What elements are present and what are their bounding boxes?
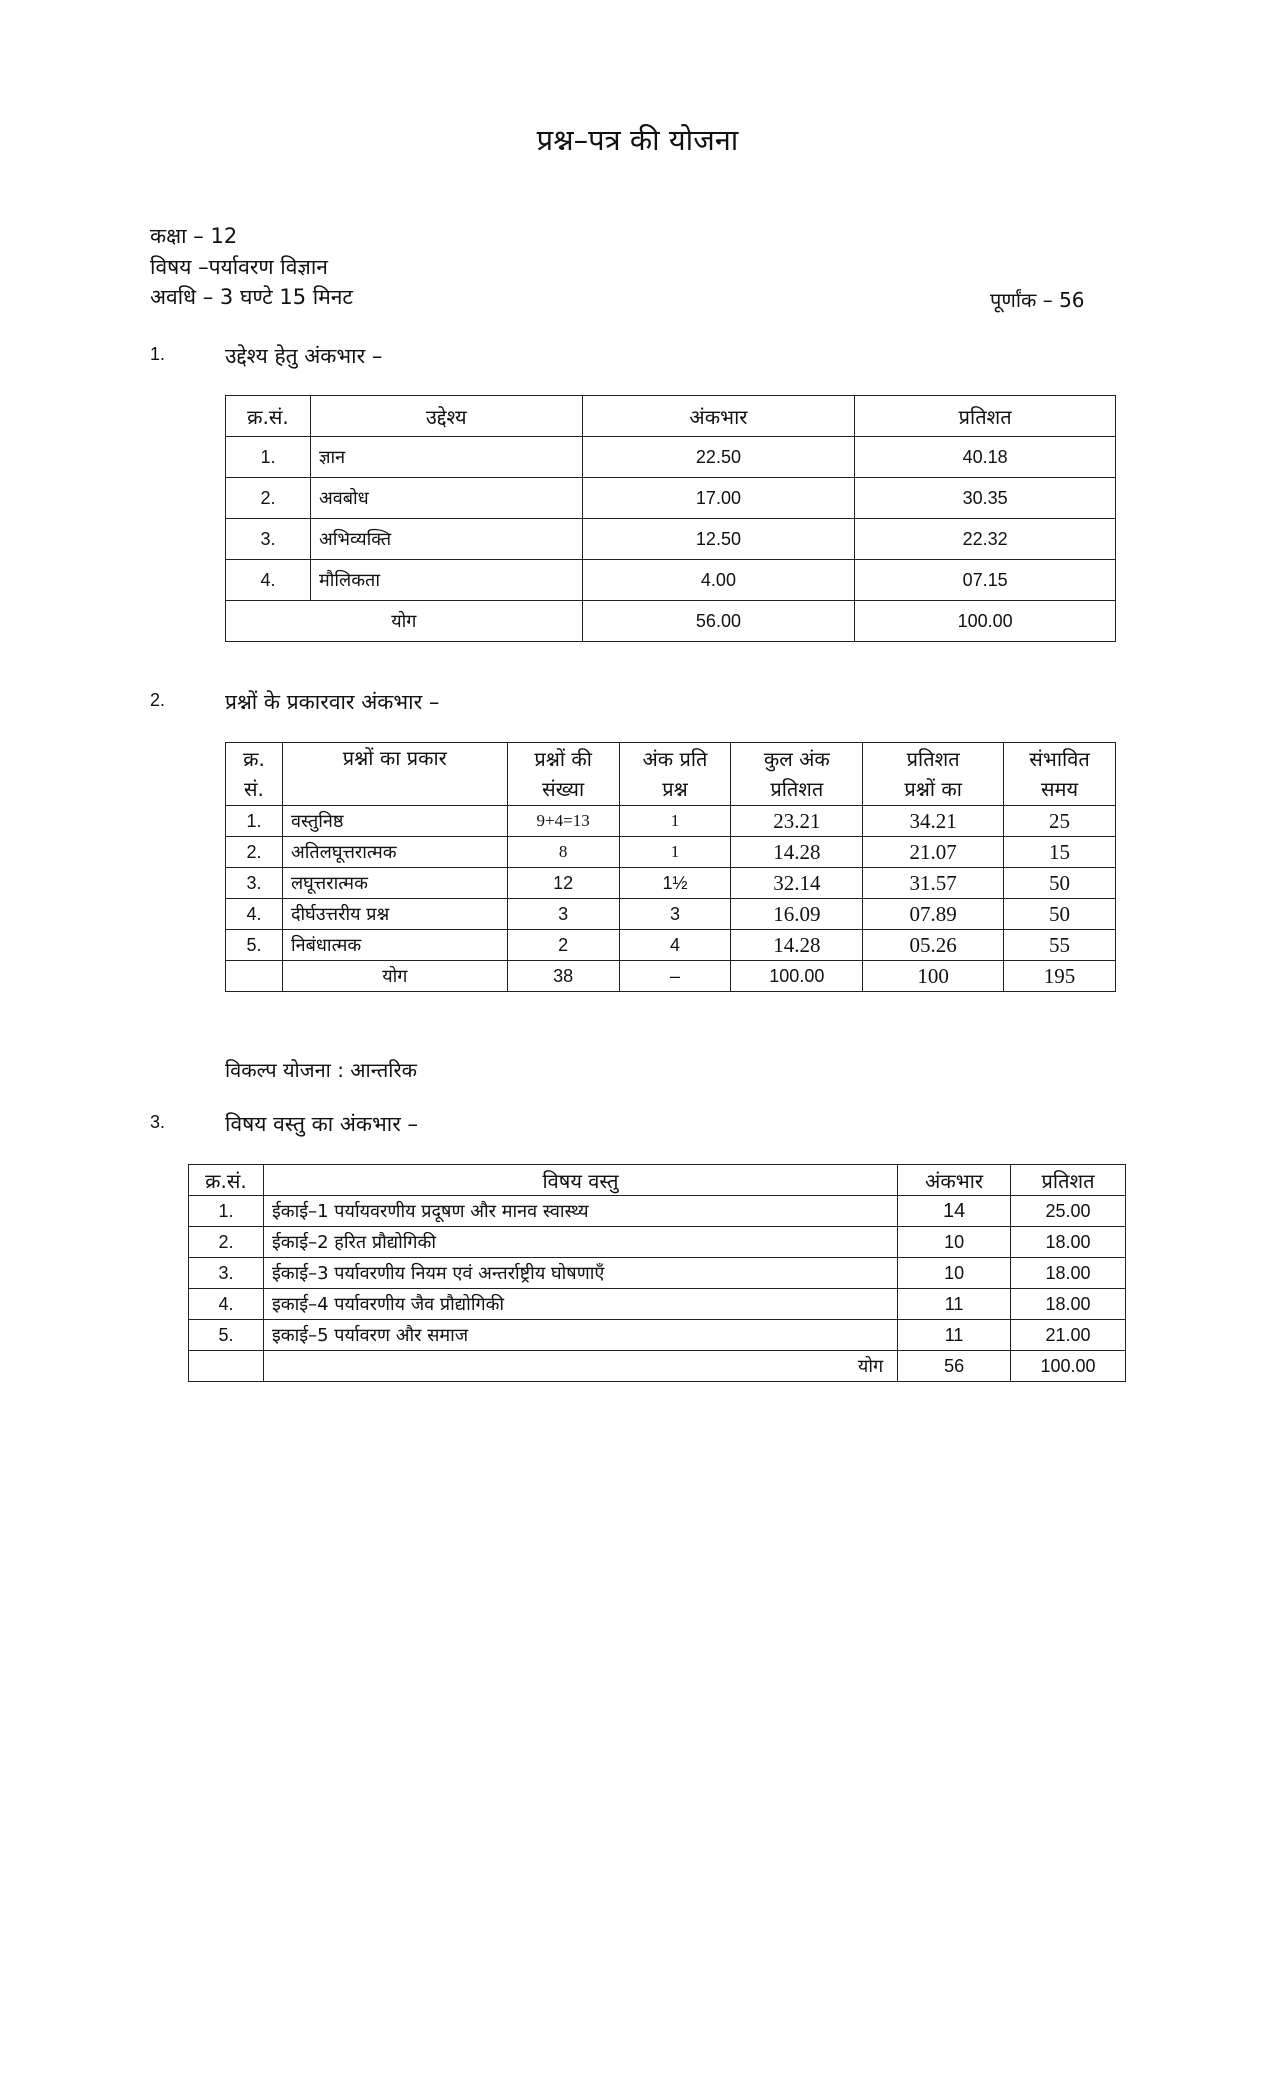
- table-row: [226, 806, 1116, 837]
- marks-per-question-cell: 1: [619, 837, 731, 868]
- question-type-cell: लघूत्तरात्मक: [282, 868, 507, 899]
- table-row: [189, 1227, 1126, 1258]
- total-percent: 100.00: [855, 601, 1116, 642]
- count-cell: 8: [507, 837, 619, 868]
- percent-cell: 18.00: [1011, 1258, 1126, 1289]
- table-total-row: [226, 961, 1116, 992]
- serial-cell: 4.: [226, 560, 311, 601]
- objective-cell: अवबोध: [310, 478, 582, 519]
- question-percent-cell: 34.21: [863, 806, 1004, 837]
- marks-per-question-cell: 1½: [619, 868, 731, 899]
- table-row: [226, 519, 1116, 560]
- section-number: 3.: [150, 1112, 166, 1132]
- total-marks: 56: [898, 1351, 1011, 1382]
- question-percent-cell: 07.89: [863, 899, 1004, 930]
- question-type-weightage-table: [225, 742, 1116, 992]
- column-header: प्रतिशत: [1011, 1165, 1126, 1196]
- column-header: प्रतिशत: [855, 396, 1116, 437]
- marks-cell: 11: [898, 1320, 1011, 1351]
- column-header: अंक प्रति प्रश्न: [619, 743, 731, 806]
- objective-weightage-table: [225, 395, 1116, 642]
- column-header: संभावित समय: [1004, 743, 1116, 806]
- column-header: प्रश्नों की संख्या: [507, 743, 619, 806]
- total-label: योग: [263, 1351, 897, 1382]
- full-marks-label: पूर्णांक – 56: [990, 288, 1085, 312]
- serial-cell: 2.: [226, 478, 311, 519]
- table-total-row: [226, 601, 1116, 642]
- objective-cell: अभिव्यक्ति: [310, 519, 582, 560]
- table-header-row: [189, 1165, 1126, 1196]
- section-title: विषय वस्तु का अंकभार –: [225, 1112, 418, 1136]
- time-cell: 50: [1004, 899, 1116, 930]
- question-type-cell: निबंधात्मक: [282, 930, 507, 961]
- option-scheme: विकल्प योजना : आन्तरिक: [225, 1058, 418, 1082]
- empty-cell: [226, 961, 283, 992]
- column-header: क्र.सं.: [226, 396, 311, 437]
- class-label: कक्षा – 12: [150, 224, 238, 248]
- page-title: प्रश्न–पत्र की योजना: [536, 123, 739, 157]
- question-type-cell: वस्तुनिष्ठ: [282, 806, 507, 837]
- serial-cell: 3.: [189, 1258, 264, 1289]
- serial-cell: 5.: [189, 1320, 264, 1351]
- table-header-row: [226, 743, 1116, 806]
- table-row: [226, 478, 1116, 519]
- serial-cell: 1.: [226, 806, 283, 837]
- marks-cell: 4.00: [582, 560, 855, 601]
- section-number: 2.: [150, 690, 166, 710]
- unit-cell: ईकाई–1 पर्यायवरणीय प्रदूषण और मानव स्वास्थ्य: [263, 1196, 897, 1227]
- table-row: [226, 930, 1116, 961]
- marks-cell: 11: [898, 1289, 1011, 1320]
- marks-cell: 22.50: [582, 437, 855, 478]
- column-header: अंकभार: [898, 1165, 1011, 1196]
- serial-cell: 4.: [226, 899, 283, 930]
- serial-cell: 3.: [226, 868, 283, 899]
- marks-cell: 12.50: [582, 519, 855, 560]
- section-title: उद्देश्य हेतु अंकभार –: [225, 344, 383, 368]
- percent-cell: 18.00: [1011, 1289, 1126, 1320]
- time-cell: 50: [1004, 868, 1116, 899]
- table-row: [226, 837, 1116, 868]
- total-marks-per-question: –: [619, 961, 731, 992]
- percent-cell: 07.15: [855, 560, 1116, 601]
- percent-cell: 18.00: [1011, 1227, 1126, 1258]
- subject-label: विषय –पर्यावरण विज्ञान: [150, 255, 328, 279]
- marks-per-question-cell: 4: [619, 930, 731, 961]
- table-row: [189, 1320, 1126, 1351]
- total-label: योग: [226, 601, 583, 642]
- table-row: [226, 560, 1116, 601]
- column-header: क्र.सं.: [189, 1165, 264, 1196]
- serial-cell: 4.: [189, 1289, 264, 1320]
- percent-cell: 21.00: [1011, 1320, 1126, 1351]
- serial-cell: 2.: [226, 837, 283, 868]
- column-header: प्रतिशत प्रश्नों का: [863, 743, 1004, 806]
- unit-cell: इकाई–5 पर्यावरण और समाज: [263, 1320, 897, 1351]
- column-header: कुल अंक प्रतिशत: [731, 743, 863, 806]
- total-marks-percent-cell: 32.14: [731, 868, 863, 899]
- total-label: योग: [282, 961, 507, 992]
- total-marks-percent-cell: 14.28: [731, 930, 863, 961]
- column-header: प्रश्नों का प्रकार: [282, 743, 507, 806]
- section-title: प्रश्नों के प्रकारवार अंकभार –: [225, 690, 440, 714]
- objective-cell: ज्ञान: [310, 437, 582, 478]
- total-count: 38: [507, 961, 619, 992]
- total-time: 195: [1004, 961, 1116, 992]
- marks-cell: 10: [898, 1258, 1011, 1289]
- serial-cell: 2.: [189, 1227, 264, 1258]
- table-row: [226, 868, 1116, 899]
- percent-cell: 40.18: [855, 437, 1116, 478]
- column-header: विषय वस्तु: [263, 1165, 897, 1196]
- count-cell: 2: [507, 930, 619, 961]
- question-type-cell: दीर्घउत्तरीय प्रश्न: [282, 899, 507, 930]
- table-row: [189, 1258, 1126, 1289]
- percent-cell: 25.00: [1011, 1196, 1126, 1227]
- time-cell: 25: [1004, 806, 1116, 837]
- count-cell: 9+4=13: [507, 806, 619, 837]
- question-percent-cell: 31.57: [863, 868, 1004, 899]
- marks-per-question-cell: 3: [619, 899, 731, 930]
- serial-cell: 1.: [226, 437, 311, 478]
- marks-cell: 17.00: [582, 478, 855, 519]
- column-header: अंकभार: [582, 396, 855, 437]
- duration-label: अवधि – 3 घण्टे 15 मिनट: [150, 285, 354, 309]
- total-marks-percent-cell: 16.09: [731, 899, 863, 930]
- total-marks-percent-cell: 14.28: [731, 837, 863, 868]
- marks-per-question-cell: 1: [619, 806, 731, 837]
- unit-cell: ईकाई–3 पर्यावरणीय नियम एवं अन्तर्राष्ट्रीय घोषणाएँ: [263, 1258, 897, 1289]
- question-percent-cell: 21.07: [863, 837, 1004, 868]
- serial-cell: 3.: [226, 519, 311, 560]
- empty-cell: [189, 1351, 264, 1382]
- time-cell: 15: [1004, 837, 1116, 868]
- question-percent-cell: 05.26: [863, 930, 1004, 961]
- serial-cell: 5.: [226, 930, 283, 961]
- column-header: क्र. सं.: [226, 743, 283, 806]
- table-row: [189, 1289, 1126, 1320]
- question-type-cell: अतिलघूत्तरात्मक: [282, 837, 507, 868]
- marks-cell: 10: [898, 1227, 1011, 1258]
- objective-cell: मौलिकता: [310, 560, 582, 601]
- table-row: [226, 899, 1116, 930]
- table-header-row: [226, 396, 1116, 437]
- total-marks-percent: 100.00: [731, 961, 863, 992]
- total-percent: 100.00: [1011, 1351, 1126, 1382]
- total-question-percent: 100: [863, 961, 1004, 992]
- column-header: उद्देश्य: [310, 396, 582, 437]
- content-weightage-table: [188, 1164, 1126, 1382]
- count-cell: 12: [507, 868, 619, 899]
- percent-cell: 30.35: [855, 478, 1116, 519]
- table-total-row: [189, 1351, 1126, 1382]
- time-cell: 55: [1004, 930, 1116, 961]
- serial-cell: 1.: [189, 1196, 264, 1227]
- table-row: [226, 437, 1116, 478]
- section-number: 1.: [150, 344, 166, 364]
- table-row: [189, 1196, 1126, 1227]
- total-marks: 56.00: [582, 601, 855, 642]
- total-marks-percent-cell: 23.21: [731, 806, 863, 837]
- count-cell: 3: [507, 899, 619, 930]
- unit-cell: ईकाई–2 हरित प्रौद्योगिकी: [263, 1227, 897, 1258]
- unit-cell: इकाई–4 पर्यावरणीय जैव प्रौद्योगिकी: [263, 1289, 897, 1320]
- percent-cell: 22.32: [855, 519, 1116, 560]
- marks-cell: 14: [898, 1196, 1011, 1227]
